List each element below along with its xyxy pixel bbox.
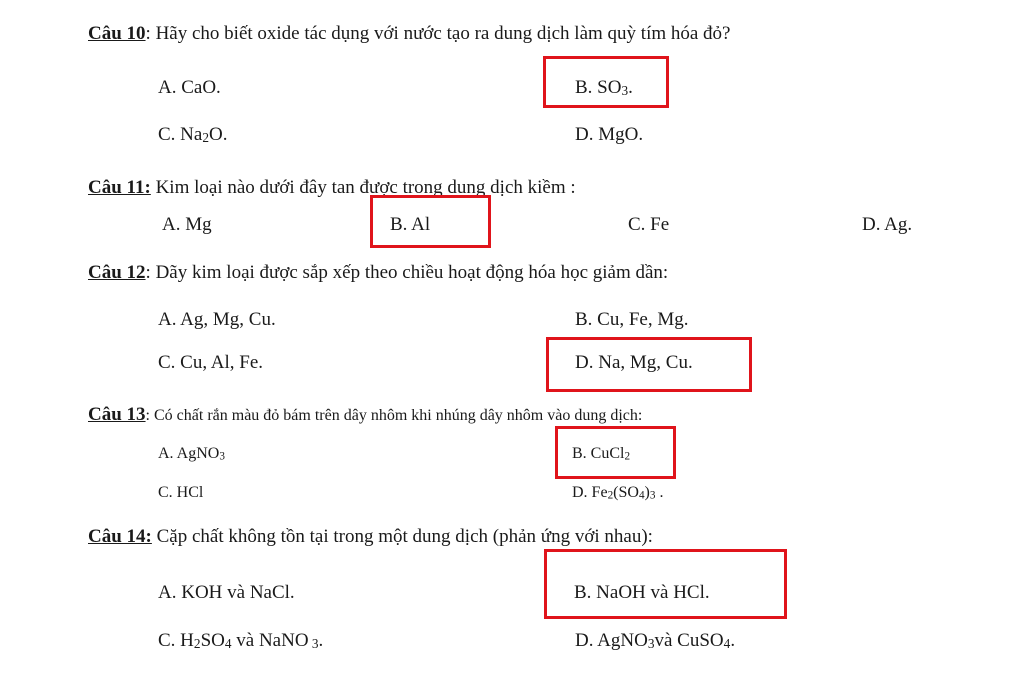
subscript: 4 — [638, 489, 645, 502]
option-text: D. Fe — [572, 484, 608, 501]
question-text: Kim loại nào dưới đây tan được trong dung dịch kiềm : — [150, 177, 576, 198]
subscript: 3 — [621, 82, 629, 98]
question-text: : Hãy cho biết oxide tác dụng với nước tạo ra dung dịch làm quỳ tím hóa đỏ? — [145, 23, 731, 44]
question-12 — [88, 262, 668, 284]
option-text: A. CaO. — [158, 77, 221, 98]
option-text: và NaNO — [231, 630, 309, 651]
option-text: C. Cu, Al, Fe. — [158, 352, 264, 373]
answer-highlight-box — [546, 337, 752, 392]
answer-highlight-box — [543, 56, 669, 108]
subscript: 2 — [193, 635, 201, 651]
subscript: 2 — [607, 489, 614, 502]
option-c[interactable] — [628, 214, 669, 236]
subscript: 4 — [224, 635, 232, 651]
subscript: 2 — [202, 129, 209, 145]
option-text: B. SO — [575, 77, 622, 98]
option-text: A. Ag, Mg, Cu. — [158, 309, 276, 330]
option-text: SO — [200, 630, 225, 651]
option-a[interactable] — [158, 309, 276, 331]
question-text: : Dãy kim loại được sắp xếp theo chiều hoạt động hóa học giảm dần: — [145, 262, 669, 283]
option-d[interactable] — [862, 214, 912, 236]
question-11 — [88, 177, 576, 199]
option-text: D. MgO. — [575, 124, 644, 145]
question-text: Cặp chất không tồn tại trong một dung dịch (phản ứng với nhau): — [151, 526, 653, 547]
option-text: (SO — [613, 484, 639, 501]
option-text: . — [655, 484, 664, 501]
question-label: Câu 10 — [88, 23, 146, 44]
option-text: . — [318, 630, 324, 651]
option-b[interactable] — [575, 309, 689, 331]
option-text: B. CuCl — [572, 445, 625, 462]
option-d[interactable] — [575, 124, 643, 146]
option-text: D. AgNO — [575, 630, 648, 651]
question-label: Câu 11: — [88, 177, 151, 198]
subscript: 3 — [219, 450, 225, 463]
option-c[interactable] — [158, 352, 263, 374]
question-10 — [88, 23, 731, 45]
subscript: 4 — [723, 635, 731, 651]
option-text: D. Na, Mg, Cu. — [575, 352, 693, 373]
question-label: Câu 13 — [88, 404, 146, 425]
subscript: 3 — [649, 489, 656, 502]
option-text: A. AgNO — [158, 445, 220, 462]
option-text: . — [628, 77, 633, 98]
option-text: và CuSO — [654, 630, 724, 651]
option-c[interactable] — [158, 630, 323, 652]
option-a[interactable] — [158, 445, 225, 463]
option-text: B. Cu, Fe, Mg. — [575, 309, 689, 330]
option-d[interactable] — [575, 630, 735, 652]
answer-highlight-box — [370, 195, 491, 248]
question-14 — [88, 526, 653, 548]
option-text: O. — [208, 124, 228, 145]
option-text: C. Na — [158, 124, 203, 145]
option-d[interactable] — [572, 484, 663, 502]
option-text: C. Fe — [628, 214, 670, 235]
option-text: . — [730, 630, 736, 651]
option-text: A. Mg — [162, 214, 212, 235]
option-a[interactable] — [158, 77, 221, 99]
question-label: Câu 12 — [88, 262, 146, 283]
answer-highlight-box — [544, 549, 787, 619]
question-13 — [88, 404, 642, 426]
option-text: C. HCl — [158, 484, 204, 501]
subscript: 2 — [624, 450, 631, 463]
option-text: D. Ag. — [862, 214, 913, 235]
option-text: C. H — [158, 630, 194, 651]
question-text: : Có chất rắn màu đỏ bám trên dây nhôm khi nhúng dây nhôm vào dung dịch: — [145, 407, 643, 424]
option-c[interactable] — [158, 124, 227, 146]
answer-highlight-box — [555, 426, 676, 479]
option-text: ) — [644, 484, 650, 501]
option-a[interactable] — [162, 214, 212, 236]
option-c[interactable] — [158, 484, 203, 502]
option-text: B. NaOH và HCl. — [574, 582, 710, 603]
question-label: Câu 14: — [88, 526, 152, 547]
option-a[interactable] — [158, 582, 295, 604]
option-text: A. KOH và NaCl. — [158, 582, 295, 603]
subscript: 3 — [647, 635, 655, 651]
subscript: 3 — [308, 635, 319, 651]
option-text: B. Al — [390, 214, 431, 235]
